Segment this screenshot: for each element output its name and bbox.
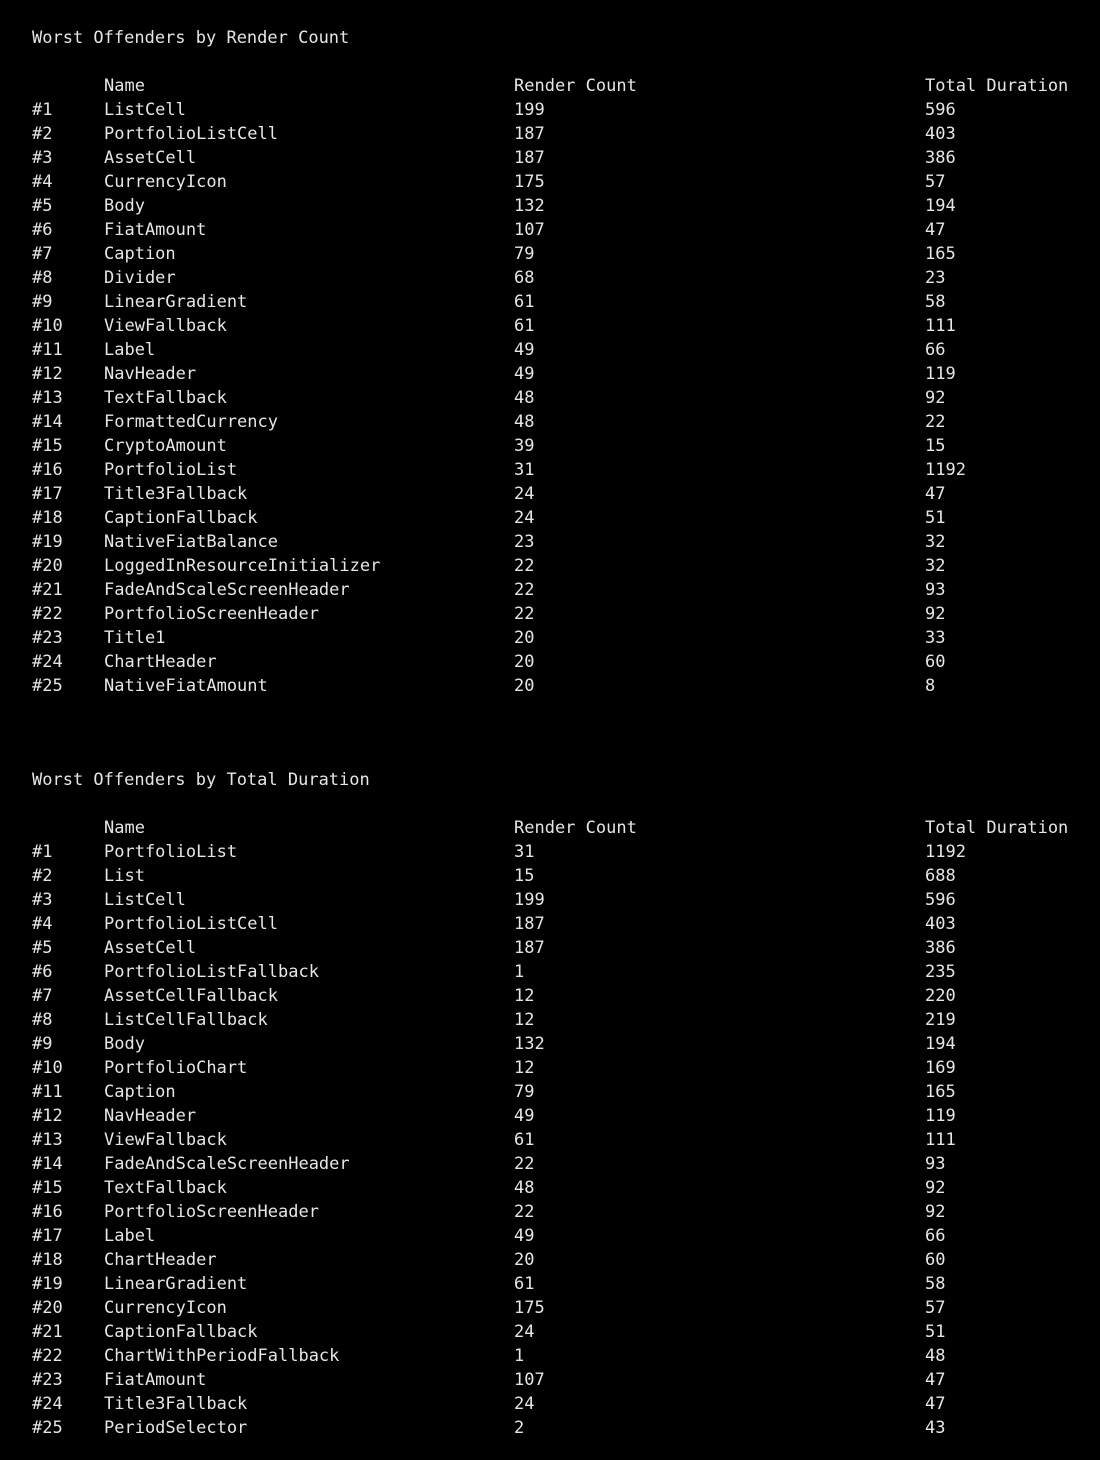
- render-count-cell: 107: [514, 1370, 545, 1390]
- table-row: [0, 1152, 1100, 1176]
- section-title: Worst Offenders by Render Count: [32, 28, 350, 48]
- render-count-cell: 22: [514, 580, 535, 600]
- name-cell: ViewFallback: [104, 316, 227, 336]
- name-cell: FiatAmount: [104, 1370, 207, 1390]
- rank-cell: #2: [32, 866, 53, 886]
- column-header-count: Render Count: [514, 818, 637, 838]
- render-count-cell: 49: [514, 1226, 535, 1246]
- table-row: [0, 434, 1100, 458]
- table-row: [0, 386, 1100, 410]
- table-row: [0, 218, 1100, 242]
- total-duration-cell: 1192: [925, 460, 966, 480]
- total-duration-cell: 48: [925, 1346, 946, 1366]
- total-duration-cell: 386: [925, 938, 956, 958]
- rank-cell: #4: [32, 914, 53, 934]
- name-cell: Title1: [104, 628, 166, 648]
- total-duration-cell: 15: [925, 436, 946, 456]
- total-duration-cell: 119: [925, 1106, 956, 1126]
- rank-cell: #11: [32, 1082, 63, 1102]
- table-row: [0, 1032, 1100, 1056]
- rank-cell: #9: [32, 292, 53, 312]
- rank-cell: #22: [32, 604, 63, 624]
- table-row: [0, 410, 1100, 434]
- rank-cell: #15: [32, 1178, 63, 1198]
- rank-cell: #18: [32, 508, 63, 528]
- name-cell: CurrencyIcon: [104, 1298, 227, 1318]
- table-row: [0, 1176, 1100, 1200]
- total-duration-cell: 403: [925, 914, 956, 934]
- table-row: [0, 1296, 1100, 1320]
- rank-cell: #12: [32, 364, 63, 384]
- render-count-cell: 39: [514, 436, 535, 456]
- render-count-cell: 132: [514, 196, 545, 216]
- name-cell: PortfolioChart: [104, 1058, 248, 1078]
- total-duration-cell: 33: [925, 628, 946, 648]
- total-duration-cell: 194: [925, 196, 956, 216]
- table-row: [0, 290, 1100, 314]
- table-row: [0, 98, 1100, 122]
- rank-cell: #10: [32, 1058, 63, 1078]
- column-header-duration: Total Duration: [925, 76, 1069, 96]
- table-row: [0, 122, 1100, 146]
- name-cell: LinearGradient: [104, 1274, 248, 1294]
- total-duration-cell: 596: [925, 890, 956, 910]
- total-duration-cell: 47: [925, 1394, 946, 1414]
- rank-cell: #16: [32, 1202, 63, 1222]
- render-count-cell: 15: [514, 866, 535, 886]
- render-count-cell: 22: [514, 604, 535, 624]
- table-header-row: [0, 816, 1100, 840]
- render-count-cell: 61: [514, 316, 535, 336]
- render-count-cell: 187: [514, 148, 545, 168]
- table-row: [0, 338, 1100, 362]
- name-cell: ChartWithPeriodFallback: [104, 1346, 340, 1366]
- name-cell: LinearGradient: [104, 292, 248, 312]
- total-duration-cell: 8: [925, 676, 936, 696]
- render-count-cell: 22: [514, 556, 535, 576]
- render-count-cell: 199: [514, 890, 545, 910]
- rank-cell: #5: [32, 938, 53, 958]
- rank-cell: #9: [32, 1034, 53, 1054]
- rank-cell: #23: [32, 628, 63, 648]
- total-duration-cell: 32: [925, 532, 946, 552]
- name-cell: AssetCellFallback: [104, 986, 278, 1006]
- total-duration-cell: 165: [925, 244, 956, 264]
- rank-cell: #6: [32, 220, 53, 240]
- name-cell: Caption: [104, 244, 176, 264]
- render-count-cell: 1: [514, 962, 525, 982]
- name-cell: Label: [104, 1226, 156, 1246]
- name-cell: PeriodSelector: [104, 1418, 248, 1438]
- table-row: [0, 626, 1100, 650]
- total-duration-cell: 235: [925, 962, 956, 982]
- render-count-cell: 31: [514, 460, 535, 480]
- column-header-name: Name: [104, 76, 145, 96]
- rank-cell: #5: [32, 196, 53, 216]
- rank-cell: #6: [32, 962, 53, 982]
- table-row: [0, 1056, 1100, 1080]
- render-count-cell: 187: [514, 938, 545, 958]
- render-count-cell: 20: [514, 628, 535, 648]
- rank-cell: #20: [32, 1298, 63, 1318]
- rank-cell: #14: [32, 412, 63, 432]
- table-row: [0, 912, 1100, 936]
- render-count-cell: 199: [514, 100, 545, 120]
- table-row: [0, 1080, 1100, 1104]
- rank-cell: #14: [32, 1154, 63, 1174]
- rank-cell: #7: [32, 986, 53, 1006]
- table-row: [0, 1272, 1100, 1296]
- total-duration-cell: 92: [925, 1202, 946, 1222]
- total-duration-cell: 47: [925, 484, 946, 504]
- total-duration-cell: 60: [925, 652, 946, 672]
- name-cell: CaptionFallback: [104, 508, 258, 528]
- render-count-cell: 2: [514, 1418, 525, 1438]
- render-count-cell: 31: [514, 842, 535, 862]
- table-row: [0, 984, 1100, 1008]
- name-cell: PortfolioListFallback: [104, 962, 319, 982]
- table-row: [0, 482, 1100, 506]
- name-cell: CurrencyIcon: [104, 172, 227, 192]
- total-duration-cell: 32: [925, 556, 946, 576]
- table-row: [0, 1248, 1100, 1272]
- render-count-cell: 12: [514, 1058, 535, 1078]
- name-cell: PortfolioList: [104, 842, 238, 862]
- name-cell: Title3Fallback: [104, 1394, 248, 1414]
- name-cell: ListCell: [104, 890, 186, 910]
- total-duration-cell: 93: [925, 580, 946, 600]
- render-count-cell: 132: [514, 1034, 545, 1054]
- total-duration-cell: 66: [925, 340, 946, 360]
- rank-cell: #25: [32, 1418, 63, 1438]
- table-row: [0, 266, 1100, 290]
- render-count-cell: 48: [514, 1178, 535, 1198]
- name-cell: NavHeader: [104, 364, 197, 384]
- rank-cell: #18: [32, 1250, 63, 1270]
- column-header-name: Name: [104, 818, 145, 838]
- table-row: [0, 602, 1100, 626]
- total-duration-cell: 688: [925, 866, 956, 886]
- render-count-cell: 20: [514, 676, 535, 696]
- total-duration-cell: 47: [925, 1370, 946, 1390]
- name-cell: AssetCell: [104, 148, 197, 168]
- total-duration-cell: 47: [925, 220, 946, 240]
- rank-cell: #13: [32, 388, 63, 408]
- section-title: Worst Offenders by Total Duration: [32, 770, 370, 790]
- total-duration-cell: 220: [925, 986, 956, 1006]
- render-count-cell: 79: [514, 1082, 535, 1102]
- name-cell: ChartHeader: [104, 652, 217, 672]
- total-duration-cell: 219: [925, 1010, 956, 1030]
- rank-cell: #23: [32, 1370, 63, 1390]
- render-count-cell: 49: [514, 364, 535, 384]
- rank-cell: #22: [32, 1346, 63, 1366]
- column-header-duration: Total Duration: [925, 818, 1069, 838]
- render-count-cell: 24: [514, 484, 535, 504]
- render-count-cell: 107: [514, 220, 545, 240]
- table-row: [0, 530, 1100, 554]
- name-cell: LoggedInResourceInitializer: [104, 556, 381, 576]
- name-cell: ViewFallback: [104, 1130, 227, 1150]
- table-row: [0, 458, 1100, 482]
- name-cell: Divider: [104, 268, 176, 288]
- render-count-cell: 24: [514, 1322, 535, 1342]
- table-row: [0, 554, 1100, 578]
- render-count-cell: 24: [514, 508, 535, 528]
- total-duration-cell: 60: [925, 1250, 946, 1270]
- total-duration-cell: 169: [925, 1058, 956, 1078]
- name-cell: ListCellFallback: [104, 1010, 268, 1030]
- total-duration-cell: 93: [925, 1154, 946, 1174]
- name-cell: CryptoAmount: [104, 436, 227, 456]
- name-cell: TextFallback: [104, 1178, 227, 1198]
- total-duration-cell: 92: [925, 604, 946, 624]
- render-count-cell: 79: [514, 244, 535, 264]
- table-row: [0, 650, 1100, 674]
- total-duration-cell: 66: [925, 1226, 946, 1246]
- name-cell: Caption: [104, 1082, 176, 1102]
- name-cell: ChartHeader: [104, 1250, 217, 1270]
- rank-cell: #3: [32, 890, 53, 910]
- table-row: [0, 362, 1100, 386]
- name-cell: Title3Fallback: [104, 484, 248, 504]
- total-duration-cell: 1192: [925, 842, 966, 862]
- name-cell: List: [104, 866, 145, 886]
- table-header-row: [0, 74, 1100, 98]
- total-duration-cell: 57: [925, 172, 946, 192]
- render-count-cell: 187: [514, 914, 545, 934]
- render-count-cell: 175: [514, 172, 545, 192]
- render-count-cell: 22: [514, 1154, 535, 1174]
- render-count-cell: 24: [514, 1394, 535, 1414]
- rank-cell: #1: [32, 100, 53, 120]
- table-row: [0, 1392, 1100, 1416]
- table-row: [0, 1008, 1100, 1032]
- total-duration-cell: 92: [925, 388, 946, 408]
- rank-cell: #8: [32, 268, 53, 288]
- name-cell: PortfolioScreenHeader: [104, 1202, 319, 1222]
- name-cell: PortfolioList: [104, 460, 238, 480]
- render-count-cell: 20: [514, 1250, 535, 1270]
- rank-cell: #25: [32, 676, 63, 696]
- total-duration-cell: 51: [925, 508, 946, 528]
- render-count-cell: 187: [514, 124, 545, 144]
- name-cell: CaptionFallback: [104, 1322, 258, 1342]
- total-duration-cell: 43: [925, 1418, 946, 1438]
- render-count-cell: 68: [514, 268, 535, 288]
- rank-cell: #2: [32, 124, 53, 144]
- total-duration-cell: 119: [925, 364, 956, 384]
- table-row: [0, 840, 1100, 864]
- rank-cell: #19: [32, 532, 63, 552]
- table-row: [0, 674, 1100, 698]
- render-count-cell: 20: [514, 652, 535, 672]
- name-cell: NativeFiatAmount: [104, 676, 268, 696]
- total-duration-cell: 58: [925, 1274, 946, 1294]
- render-count-cell: 61: [514, 292, 535, 312]
- render-count-cell: 49: [514, 1106, 535, 1126]
- table-row: [0, 242, 1100, 266]
- render-count-table: [0, 74, 1100, 698]
- total-duration-cell: 165: [925, 1082, 956, 1102]
- table-row: [0, 1344, 1100, 1368]
- total-duration-cell: 596: [925, 100, 956, 120]
- total-duration-cell: 51: [925, 1322, 946, 1342]
- table-row: [0, 960, 1100, 984]
- total-duration-cell: 111: [925, 1130, 956, 1150]
- table-row: [0, 888, 1100, 912]
- table-row: [0, 1128, 1100, 1152]
- rank-cell: #21: [32, 1322, 63, 1342]
- render-count-cell: 175: [514, 1298, 545, 1318]
- total-duration-cell: 403: [925, 124, 956, 144]
- name-cell: ListCell: [104, 100, 186, 120]
- table-row: [0, 146, 1100, 170]
- name-cell: PortfolioScreenHeader: [104, 604, 319, 624]
- table-row: [0, 578, 1100, 602]
- rank-cell: #24: [32, 1394, 63, 1414]
- table-row: [0, 1200, 1100, 1224]
- rank-cell: #15: [32, 436, 63, 456]
- total-duration-cell: 194: [925, 1034, 956, 1054]
- name-cell: Body: [104, 1034, 145, 1054]
- rank-cell: #20: [32, 556, 63, 576]
- column-header-count: Render Count: [514, 76, 637, 96]
- total-duration-cell: 111: [925, 316, 956, 336]
- table-row: [0, 936, 1100, 960]
- table-row: [0, 864, 1100, 888]
- name-cell: FadeAndScaleScreenHeader: [104, 580, 350, 600]
- rank-cell: #8: [32, 1010, 53, 1030]
- render-count-cell: 61: [514, 1274, 535, 1294]
- render-count-cell: 48: [514, 388, 535, 408]
- table-row: [0, 314, 1100, 338]
- total-duration-cell: 57: [925, 1298, 946, 1318]
- rank-cell: #10: [32, 316, 63, 336]
- table-row: [0, 506, 1100, 530]
- table-row: [0, 1320, 1100, 1344]
- rank-cell: #24: [32, 652, 63, 672]
- rank-cell: #16: [32, 460, 63, 480]
- total-duration-cell: 58: [925, 292, 946, 312]
- name-cell: PortfolioListCell: [104, 914, 278, 934]
- render-count-cell: 22: [514, 1202, 535, 1222]
- table-row: [0, 1368, 1100, 1392]
- total-duration-cell: 92: [925, 1178, 946, 1198]
- rank-cell: #4: [32, 172, 53, 192]
- name-cell: NativeFiatBalance: [104, 532, 278, 552]
- render-count-cell: 61: [514, 1130, 535, 1150]
- name-cell: PortfolioListCell: [104, 124, 278, 144]
- render-count-cell: 49: [514, 340, 535, 360]
- rank-cell: #17: [32, 484, 63, 504]
- render-count-cell: 48: [514, 412, 535, 432]
- name-cell: Body: [104, 196, 145, 216]
- table-row: [0, 1104, 1100, 1128]
- rank-cell: #7: [32, 244, 53, 264]
- render-count-cell: 12: [514, 986, 535, 1006]
- table-row: [0, 1224, 1100, 1248]
- name-cell: FiatAmount: [104, 220, 207, 240]
- name-cell: FadeAndScaleScreenHeader: [104, 1154, 350, 1174]
- rank-cell: #12: [32, 1106, 63, 1126]
- total-duration-table: [0, 816, 1100, 1440]
- table-row: [0, 1416, 1100, 1440]
- rank-cell: #17: [32, 1226, 63, 1246]
- name-cell: TextFallback: [104, 388, 227, 408]
- rank-cell: #21: [32, 580, 63, 600]
- name-cell: AssetCell: [104, 938, 197, 958]
- total-duration-cell: 386: [925, 148, 956, 168]
- name-cell: NavHeader: [104, 1106, 197, 1126]
- table-row: [0, 194, 1100, 218]
- name-cell: Label: [104, 340, 156, 360]
- total-duration-cell: 22: [925, 412, 946, 432]
- rank-cell: #13: [32, 1130, 63, 1150]
- total-duration-cell: 23: [925, 268, 946, 288]
- name-cell: FormattedCurrency: [104, 412, 278, 432]
- render-count-cell: 12: [514, 1010, 535, 1030]
- table-row: [0, 170, 1100, 194]
- rank-cell: #19: [32, 1274, 63, 1294]
- render-count-cell: 23: [514, 532, 535, 552]
- render-count-cell: 1: [514, 1346, 525, 1366]
- rank-cell: #3: [32, 148, 53, 168]
- rank-cell: #1: [32, 842, 53, 862]
- rank-cell: #11: [32, 340, 63, 360]
